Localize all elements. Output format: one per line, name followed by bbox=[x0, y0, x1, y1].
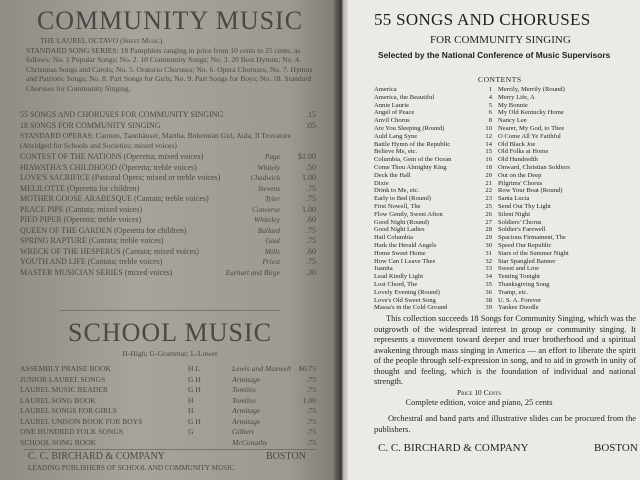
song-title: Out on the Deep bbox=[498, 171, 542, 179]
song-entry bbox=[498, 94, 634, 102]
song-number: 34 bbox=[485, 273, 492, 281]
song-entry bbox=[498, 265, 634, 273]
song-number: 20 bbox=[485, 171, 492, 179]
school-grade: H bbox=[188, 395, 194, 405]
listing-row bbox=[20, 194, 316, 204]
school-author: McConathy bbox=[232, 437, 268, 447]
listing-title: MASTER MUSICIAN SERIES (mixed voices) bbox=[20, 268, 173, 277]
listing-title: SPRING RAPTURE (Cantata; treble voices) bbox=[20, 236, 164, 245]
song-title: Nearer, My God, to Thee bbox=[498, 125, 565, 132]
school-grade: G bbox=[188, 427, 194, 436]
song-entry bbox=[374, 203, 492, 211]
school-row bbox=[20, 417, 316, 427]
song-entry bbox=[498, 133, 634, 141]
school-price: $0.75 bbox=[298, 364, 316, 373]
song-title: Hail Columbia bbox=[374, 234, 414, 242]
school-title: LAUREL MUSIC READER bbox=[20, 385, 108, 394]
song-entry bbox=[374, 180, 492, 188]
song-entry bbox=[374, 258, 492, 266]
footer-rule bbox=[24, 449, 316, 450]
song-entry bbox=[374, 211, 492, 219]
song-title: Merry Life, A bbox=[498, 93, 535, 101]
song-entry bbox=[374, 109, 492, 117]
listing-author: Tyler bbox=[264, 194, 280, 203]
song-title: Silent Night bbox=[498, 210, 531, 218]
song-title: Nancy Lee bbox=[498, 117, 527, 125]
school-row bbox=[20, 396, 316, 406]
song-number: 6 bbox=[488, 109, 492, 117]
song-entry bbox=[498, 109, 634, 117]
listing-author: Chadwick bbox=[250, 173, 280, 182]
song-entry bbox=[374, 289, 492, 297]
song-entry bbox=[498, 281, 634, 289]
school-row bbox=[20, 406, 316, 416]
song-number: 10 bbox=[485, 125, 492, 132]
school-price: .75 bbox=[306, 406, 316, 415]
school-title: JUNIOR LAUREL SONGS bbox=[20, 374, 106, 384]
song-entry bbox=[498, 164, 634, 172]
song-title: Santa Lucia bbox=[498, 195, 530, 203]
listing-title: MOTHER GOOSE ARABESQUE (Cantata; treble voices) bbox=[20, 194, 209, 203]
listing-author: Page bbox=[264, 152, 280, 161]
listing-row bbox=[20, 131, 316, 151]
song-entry bbox=[374, 86, 492, 94]
song-title: Lead Kindly Light bbox=[374, 273, 424, 281]
song-entry bbox=[374, 133, 492, 141]
song-entry bbox=[498, 195, 634, 203]
school-author: Tomlins bbox=[232, 395, 256, 405]
song-number: 15 bbox=[485, 148, 492, 156]
song-title: Spacious Firmament, The bbox=[498, 234, 566, 242]
listing-author: Stevens bbox=[257, 184, 280, 193]
selected-by-line: Selected by the National Conference of Music Supervisors bbox=[378, 50, 611, 60]
song-title: Speed Our Republic bbox=[498, 242, 552, 249]
listing-author: Priest bbox=[262, 257, 280, 266]
song-number: 32 bbox=[485, 257, 492, 265]
school-grade: H L bbox=[188, 364, 201, 373]
right-page bbox=[348, 0, 640, 480]
song-number: 35 bbox=[485, 281, 492, 288]
school-row bbox=[20, 364, 316, 374]
school-price: .75 bbox=[306, 437, 316, 447]
song-number: 38 bbox=[485, 296, 492, 304]
song-entry bbox=[374, 265, 492, 273]
song-title: O Come All Ye Faithful bbox=[498, 132, 561, 140]
listing-price: $1.00 bbox=[298, 152, 316, 161]
listing-price: 1.00 bbox=[302, 173, 316, 182]
song-title: First Nowell, The bbox=[374, 203, 421, 210]
listing-row bbox=[20, 110, 316, 120]
listing-author: Whiteley bbox=[254, 215, 280, 224]
listing-title: 55 SONGS AND CHORUSES FOR COMMUNITY SINGING bbox=[20, 110, 224, 119]
song-entry bbox=[498, 156, 634, 164]
school-price: .75 bbox=[306, 427, 316, 436]
song-entry bbox=[498, 250, 634, 258]
listing-price: .75 bbox=[306, 194, 316, 203]
listing-row bbox=[20, 121, 316, 131]
song-title: U. S. A. Forever bbox=[498, 296, 542, 304]
song-entry bbox=[374, 234, 492, 242]
listing-price: 1.00 bbox=[302, 205, 316, 214]
song-title: Lovely Evening (Round) bbox=[374, 288, 440, 296]
song-entry bbox=[498, 180, 634, 188]
community-music-heading: COMMUNITY MUSIC bbox=[36, 6, 304, 35]
listing-price: .75 bbox=[306, 236, 316, 245]
song-number: 27 bbox=[485, 218, 492, 226]
song-number: 33 bbox=[485, 265, 492, 273]
song-entry bbox=[374, 164, 492, 172]
listing-price: .30 bbox=[306, 268, 316, 277]
song-entry bbox=[374, 156, 492, 164]
song-entry bbox=[498, 234, 634, 242]
listing-price: .50 bbox=[306, 163, 316, 172]
song-number: 4 bbox=[488, 93, 492, 101]
listing-row bbox=[20, 173, 316, 183]
song-number: 12 bbox=[485, 132, 492, 140]
song-title: Come Thou Almighty King bbox=[374, 164, 447, 171]
song-entry bbox=[374, 226, 492, 234]
listing-title: YOUTH AND LIFE (Cantata; treble voices) bbox=[20, 257, 163, 266]
song-title: America bbox=[374, 86, 397, 93]
song-number: 23 bbox=[485, 195, 492, 203]
listing-row bbox=[20, 152, 316, 162]
listing-row bbox=[20, 236, 316, 246]
school-title: SCHOOL SONG BOOK bbox=[20, 437, 97, 447]
school-title: LAUREL SONG BOOK bbox=[20, 395, 96, 405]
standard-series-text: STANDARD SONG SERIES: 18 Pamphlets ranging in price from 10 cents to 25 cents, as follows: No. 1 Popular Songs; No. 2. 18 Community Songs; No. 3. 20 Best Hymns; No. 4. Christmas Songs and Carols; No. 5. Oratorio Choruses; No. 6. Opera Choruses; No. 7. Hymns and Patriotic Songs; No. 8. Part Songs for Girls; No. 9. Part Songs for Boys; No. 18. Standard Choruses for Community Singing. bbox=[26, 46, 313, 93]
song-entry bbox=[498, 117, 634, 125]
song-title: Send Out Thy Light bbox=[498, 203, 551, 210]
song-entry bbox=[498, 102, 634, 110]
song-number: 1 bbox=[488, 86, 492, 93]
orchestral-note: Orchestral and band parts and illustrative slides can be procured from the publishers. bbox=[374, 414, 636, 434]
school-grade-key: H-High; G-Grammar; L-Lower bbox=[122, 349, 218, 358]
song-number: 26 bbox=[485, 210, 492, 218]
listing-price: .60 bbox=[306, 215, 316, 224]
song-entry bbox=[374, 219, 492, 227]
song-entry bbox=[374, 102, 492, 110]
song-title: Battle Hymn of the Republic bbox=[374, 140, 451, 148]
listing-row bbox=[20, 215, 316, 225]
school-grade: H bbox=[188, 406, 194, 415]
song-number: 29 bbox=[485, 234, 492, 242]
song-title: Old Black Joe bbox=[498, 140, 536, 148]
song-title: Row Your Boat (Round) bbox=[498, 187, 563, 195]
listing-title: PIED PIPER (Operetta; treble voices) bbox=[20, 215, 142, 224]
school-author: Armitage bbox=[232, 374, 261, 384]
listing-row bbox=[20, 257, 316, 267]
contents-heading: CONTENTS bbox=[478, 75, 522, 84]
intro-paragraph: This collection succeeds 18 Songs for Community Singing, which was the outgrowth of the widespread interest in group or community singing. It represents a movement toward deeper and truer brotherhood and a spiritual awakening through mass singing in America — an effort to liberate the spirit of the people through self-expression in song, and to aid in growth in unity of thought and feeling, which is the foundation of individual and national strength. bbox=[374, 314, 636, 386]
listing-row bbox=[20, 184, 316, 194]
listing-title: 18 SONGS FOR COMMUNITY SINGING bbox=[20, 121, 161, 130]
song-title: America, the Beautiful bbox=[374, 93, 435, 101]
song-title: Drink to Me, etc. bbox=[374, 187, 420, 195]
school-grade: G H bbox=[188, 385, 201, 394]
school-author: Gilbert bbox=[232, 427, 254, 436]
song-title: Lost Chord, The bbox=[374, 281, 418, 288]
school-row bbox=[20, 427, 316, 437]
song-title: How Can I Leave Thee bbox=[374, 257, 436, 265]
price-line: Price 10 Cents bbox=[456, 388, 501, 397]
song-number: 5 bbox=[488, 101, 492, 109]
song-number: 18 bbox=[485, 164, 492, 171]
song-number: 8 bbox=[488, 117, 492, 125]
song-title: Yankee Doodle bbox=[498, 304, 539, 312]
listing-price: .75 bbox=[306, 257, 316, 266]
song-entry bbox=[498, 242, 634, 250]
school-title: LAUREL SONGS FOR GIRLS bbox=[20, 406, 117, 415]
school-author: Lewis and Maxwell bbox=[232, 364, 292, 373]
song-number: 22 bbox=[485, 187, 492, 195]
song-entry bbox=[498, 86, 634, 94]
song-title: Juanita bbox=[374, 265, 393, 273]
school-row bbox=[20, 375, 316, 385]
listing-title: STANDARD OPERAS: Carmen, Tannhäuser, Martha, Bohemian Girl, Aida, Il Trovatore (Abridged for Schools and Societies; mixed voices) bbox=[20, 131, 291, 150]
school-price: .75 bbox=[306, 385, 316, 394]
listing-row bbox=[20, 268, 316, 278]
song-number: 39 bbox=[485, 304, 492, 312]
school-row bbox=[20, 438, 316, 448]
song-title: Early to Bed (Round) bbox=[374, 195, 431, 203]
song-entry bbox=[374, 172, 492, 180]
song-entry bbox=[374, 94, 492, 102]
school-author: Tomlins bbox=[232, 385, 256, 394]
school-title: LAUREL UNISON BOOK FOR BOYS bbox=[20, 416, 143, 426]
song-entry bbox=[498, 273, 634, 281]
song-entry bbox=[374, 297, 492, 305]
listing-row bbox=[20, 247, 316, 257]
songbook-title: 55 SONGS AND CHORUSES bbox=[374, 10, 591, 29]
school-music-heading: SCHOOL MUSIC bbox=[68, 318, 272, 347]
school-grade: G H bbox=[188, 416, 201, 426]
song-entry bbox=[374, 195, 492, 203]
listing-title: LOVE'S SACRIFICE (Pastoral Opera; mixed or treble voices) bbox=[20, 173, 221, 182]
listing-title: HIAWATHA'S CHILDHOOD (Operetta; treble voices) bbox=[20, 163, 197, 172]
publisher-tagline: LEADING PUBLISHERS OF SCHOOL AND COMMUNITY MUSIC bbox=[28, 464, 235, 472]
song-number: 21 bbox=[485, 179, 492, 187]
song-title: Columbia, Gem of the Ocean bbox=[374, 156, 452, 164]
song-entry bbox=[498, 297, 634, 305]
song-entry bbox=[374, 273, 492, 281]
song-title: Home Sweet Home bbox=[374, 249, 426, 257]
song-title: Pilgrims' Chorus bbox=[498, 179, 543, 187]
song-entry bbox=[498, 226, 634, 234]
listing-author: Mills bbox=[264, 247, 280, 256]
song-title: Soldiers' Chorus bbox=[498, 218, 542, 226]
song-entry bbox=[374, 117, 492, 125]
song-entry bbox=[498, 172, 634, 180]
listing-author: Earhart and Birge bbox=[225, 268, 280, 277]
right-publisher: C. C. BIRCHARD & COMPANY bbox=[378, 442, 529, 454]
song-title: Old Folks at Home bbox=[498, 148, 549, 156]
school-title: ASSEMBLY PRAISE BOOK bbox=[20, 364, 111, 373]
song-entry bbox=[498, 219, 634, 227]
song-number: 36 bbox=[485, 288, 492, 296]
song-title: Good Night (Round) bbox=[374, 218, 429, 226]
listing-row bbox=[20, 205, 316, 215]
listing-author: Whitely bbox=[257, 163, 280, 172]
song-title: My Old Kentucky Home bbox=[498, 109, 564, 117]
left-publisher: C. C. BIRCHARD & COMPANY bbox=[28, 452, 165, 462]
listing-title: QUEEN OF THE GARDEN (Operetta for children) bbox=[20, 226, 187, 235]
song-entry bbox=[498, 203, 634, 211]
song-entry bbox=[374, 281, 492, 289]
song-title: Soldier's Farewell bbox=[498, 226, 546, 234]
song-title: Onward, Christian Soldiers bbox=[498, 164, 570, 171]
song-title: Thanksgiving Song bbox=[498, 281, 550, 288]
song-title: Old Hundredth bbox=[498, 156, 538, 164]
song-entry bbox=[498, 211, 634, 219]
listing-price: .75 bbox=[306, 184, 316, 193]
songbook-subtitle: FOR COMMUNITY SINGING bbox=[430, 34, 571, 46]
song-entry bbox=[498, 148, 634, 156]
listing-price: .75 bbox=[306, 226, 316, 235]
school-grade: G H bbox=[188, 374, 201, 384]
song-entry bbox=[498, 289, 634, 297]
song-entry bbox=[374, 141, 492, 149]
song-title: Sweet and Low bbox=[498, 265, 540, 273]
song-entry bbox=[498, 141, 634, 149]
song-entry bbox=[374, 148, 492, 156]
song-title: Love's Old Sweet Song bbox=[374, 296, 436, 304]
song-title: Dixie bbox=[374, 179, 389, 187]
song-title: Star Spangled Banner bbox=[498, 257, 556, 265]
school-price: .75 bbox=[306, 416, 316, 426]
song-entry bbox=[374, 125, 492, 133]
song-number: 31 bbox=[485, 249, 492, 257]
song-title: Are You Sleeping (Round) bbox=[374, 125, 445, 132]
song-title: My Bonnie bbox=[498, 101, 528, 109]
song-number: 25 bbox=[485, 203, 492, 210]
song-number: 14 bbox=[485, 140, 492, 148]
song-entry bbox=[498, 187, 634, 195]
song-number: 28 bbox=[485, 226, 492, 234]
section-divider bbox=[60, 310, 280, 311]
song-title: Tenting Tonight bbox=[498, 273, 540, 281]
song-entry bbox=[374, 250, 492, 258]
song-title: Merrily, Merrily (Round) bbox=[498, 86, 565, 93]
song-entry bbox=[374, 304, 492, 312]
school-author: Armitage bbox=[232, 416, 261, 426]
listing-price: .05 bbox=[306, 121, 316, 130]
listing-row bbox=[20, 226, 316, 236]
listing-price: .15 bbox=[306, 110, 316, 119]
song-title: Auld Lang Syne bbox=[374, 132, 418, 140]
school-row bbox=[20, 385, 316, 395]
listing-title: CONTEST OF THE NATIONS (Operetta; mixed voices) bbox=[20, 152, 204, 161]
song-entry bbox=[498, 304, 634, 312]
song-title: Annie Laurie bbox=[374, 101, 409, 109]
song-title: Angel of Peace bbox=[374, 109, 415, 117]
listing-title: MELILOTTE (Operetta for children) bbox=[20, 184, 140, 193]
laurel-octavo-heading: THE LAUREL OCTAVO (Sheet Music). bbox=[40, 36, 165, 45]
listing-author: Converse bbox=[252, 205, 280, 214]
left-city: BOSTON bbox=[266, 452, 306, 462]
school-title: ONE HUNDRED FOLK SONGS bbox=[20, 427, 124, 436]
song-number: 16 bbox=[485, 156, 492, 164]
edition-line: Complete edition, voice and piano, 25 cents bbox=[405, 398, 553, 407]
school-price: 1.00 bbox=[302, 395, 316, 405]
song-title: Massa's in the Cold Ground bbox=[374, 304, 448, 312]
listing-author: Gaul bbox=[265, 236, 280, 245]
song-title: Deck the Hall bbox=[374, 171, 411, 179]
listing-title: PEACE PIPE (Cantata; mixed voices) bbox=[20, 205, 143, 214]
right-city: BOSTON bbox=[594, 442, 638, 454]
song-title: Believe Me, etc. bbox=[374, 148, 418, 156]
song-title: Hark the Herald Angels bbox=[374, 242, 437, 249]
song-title: Anvil Chorus bbox=[374, 117, 410, 125]
school-author: Armitage bbox=[232, 406, 261, 415]
song-title: Good Night Ladies bbox=[374, 226, 425, 234]
listing-row bbox=[20, 163, 316, 173]
song-title: Stars of the Summer Night bbox=[498, 249, 569, 257]
song-entry bbox=[498, 125, 634, 133]
song-entry bbox=[374, 242, 492, 250]
school-price: .75 bbox=[306, 374, 316, 384]
song-entry bbox=[374, 187, 492, 195]
song-title: Flow Gently, Sweet Afton bbox=[374, 210, 443, 218]
listing-title: WRECK OF THE HESPERUS (Cantata; mixed voices) bbox=[20, 247, 199, 256]
listing-price: .60 bbox=[306, 247, 316, 256]
song-title: Tramp, etc. bbox=[498, 288, 528, 296]
song-entry bbox=[498, 258, 634, 266]
song-number: 30 bbox=[485, 242, 492, 249]
listing-author: Ballard bbox=[257, 226, 280, 235]
